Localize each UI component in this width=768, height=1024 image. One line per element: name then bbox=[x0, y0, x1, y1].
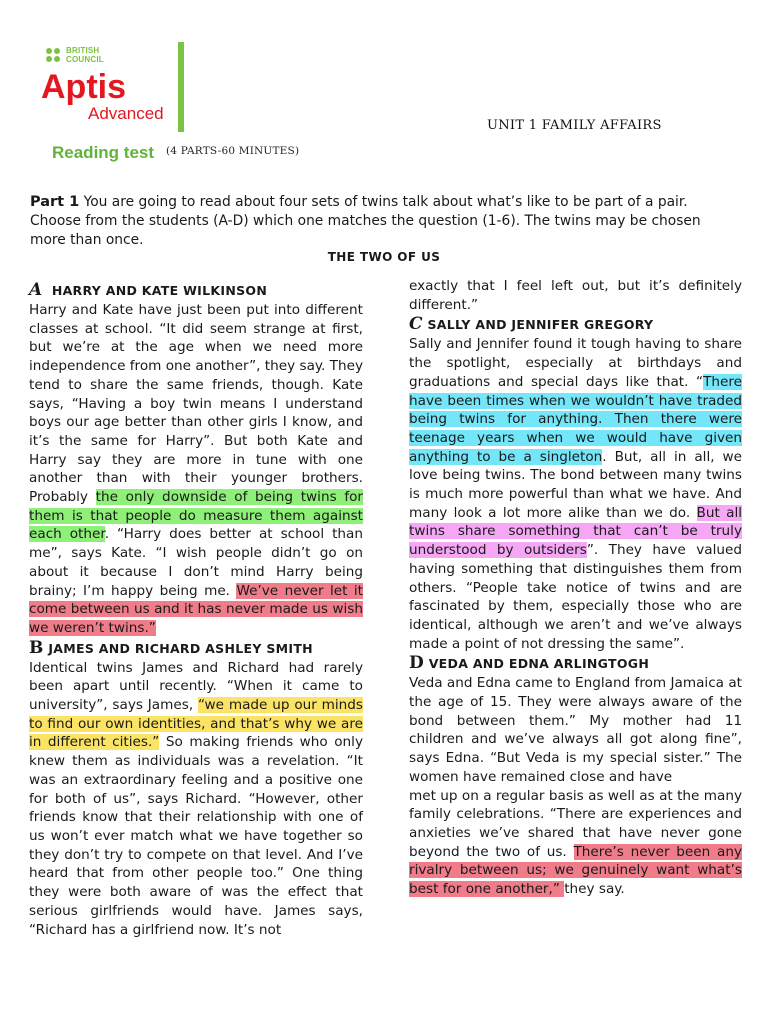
highlight-green: the only downside of being twins for them is that people do measure them against each other bbox=[29, 489, 364, 543]
highlight-cyan: There have been times when we wouldn’t have traded being twins for anything. Then there were teenage years when we would have given anything to be a singleton bbox=[409, 373, 742, 465]
section-d-text-2: met up on a regular basis as well as at the many family celebrations. “There are experiences and anxieties we’ve shared that have never gone beyond the two of us. There’s never been any rivalry between us; we genuinely want what’s best for one another,” they say. bbox=[409, 787, 742, 898]
section-b-text: Identical twins James and Richard had rarely been apart until recently. “When it came to university”, says James, “we made up our minds to find our own identities, and that’s why we are in different cities.” So making friends who only knew them as individuals was a revelation. “It was an extraordinary feeling and a positive one for both of us”, says Richard. “However, other friends know that their relationship with one of us won’t ever match what we have together so they don’t try to compete on that level. And I’ve heard that from other people too.” One thing they were both aware of was the effect that serious girlfriends would have. James says, “Richard has a girlfriend now. It’s not bbox=[29, 659, 364, 938]
logo-green-bar bbox=[178, 42, 184, 132]
reading-test-label: Reading test bbox=[52, 143, 155, 162]
section-d-text: Veda and Edna came to England from Jamaica at the age of 15. They were always aware of the bond between them.” My mother had 11 children and we’ve always all got along fine”, says Edna. “But Veda is my special sister.” The women have remained close and have bbox=[409, 675, 742, 785]
advanced-wordmark: Advanced bbox=[88, 104, 164, 123]
left-column bbox=[29, 280, 363, 939]
section-d-letter: D bbox=[409, 653, 425, 674]
section-b-continued: exactly that I feel left out, but it’s definitely different.” bbox=[409, 278, 742, 313]
section-b-name: JAMES AND RICHARD ASHLEY SMITH bbox=[48, 640, 313, 656]
highlight-red-d: There’s never been any rivalry between us; we genuinely want what’s best for one another,” bbox=[409, 843, 742, 898]
british-council-text: BRITISH COUNCIL bbox=[66, 46, 104, 64]
section-a-letter: A bbox=[29, 280, 43, 300]
section-d-heading bbox=[409, 653, 742, 674]
highlight-pink: But all twins share something that can’t be truly understood by outsiders bbox=[409, 504, 743, 559]
aptis-wordmark: Aptis bbox=[41, 68, 126, 106]
aptis-logo bbox=[36, 42, 186, 134]
highlight-red: We’ve never let it come between us and it has never made us wish we weren’t twins.” bbox=[29, 582, 363, 636]
section-d-name: VEDA AND EDNA ARLINGTOGH bbox=[428, 656, 650, 672]
highlight-yellow: “we made up our minds to find our own identities, and that’s why we are in different cities.” bbox=[29, 697, 364, 751]
section-a-name: HARRY AND KATE WILKINSON bbox=[51, 283, 268, 298]
right-column bbox=[409, 277, 742, 899]
article-title: THE TWO OF US bbox=[327, 250, 441, 264]
unit-title: UNIT 1 FAMILY AFFAIRS bbox=[487, 118, 662, 133]
instructions-text: You are going to read about four sets of twins talk about what’s like to be part of a pair. Choose from the students (A-D) which one matches the question (1-6). The twins may be chosen more than once. bbox=[30, 194, 701, 248]
section-b-heading bbox=[29, 638, 363, 659]
instructions-paragraph bbox=[30, 193, 738, 250]
section-a-text: Harry and Kate have just been put into different classes at school. “It did seem strange at first, but we’re at the age when we need more independence from one another”, they say. They tend to share the same friends, though. Kate says, “Having a boy twin means I understand boys our age better than other girls I know, and it’s the same for Harry”. But both Kate and Harry say they are more in tune with one another than with their younger brothers. Probably the only downside of being twins for them is that people do measure them against each other. “Harry does better at school than me”, says Kate. “I wish people didn’t go on about it because I don’t mind Harry being brainy; I’m happy being me. We’ve never let it come between us and it has never made us wish we weren’t twins.” bbox=[29, 302, 364, 636]
parts-time-label: (4 PARTS-60 MINUTES) bbox=[166, 145, 300, 157]
section-a-heading bbox=[29, 280, 363, 301]
section-c-letter: C bbox=[409, 314, 423, 335]
section-b-letter: B bbox=[29, 637, 44, 658]
section-c-text: Sally and Jennifer found it tough having to share the spotlight, especially at birthdays and graduations and special days like that. “There have been times when we wouldn’t have traded being twins for anything. Then there were teenage years when we would have given anything to be a singleton. But, all in all, we love being twins. The bond between many twins is much more powerful than what we have. And many look a lot more alike than we do. But all twins share something that can’t be truly understood by outsiders”. They have valued having something that distinguishes them from others. “People take notice of twins and are fascinated by them, especially those who are identical, although we aren’t and we’ve always made a point of not dressing the same”. bbox=[409, 336, 743, 652]
british-council-dots-icon bbox=[46, 48, 62, 64]
part-label: Part 1 bbox=[30, 194, 80, 210]
section-c-name: SALLY AND JENNIFER GREGORY bbox=[427, 317, 654, 333]
section-c-heading bbox=[409, 314, 742, 335]
